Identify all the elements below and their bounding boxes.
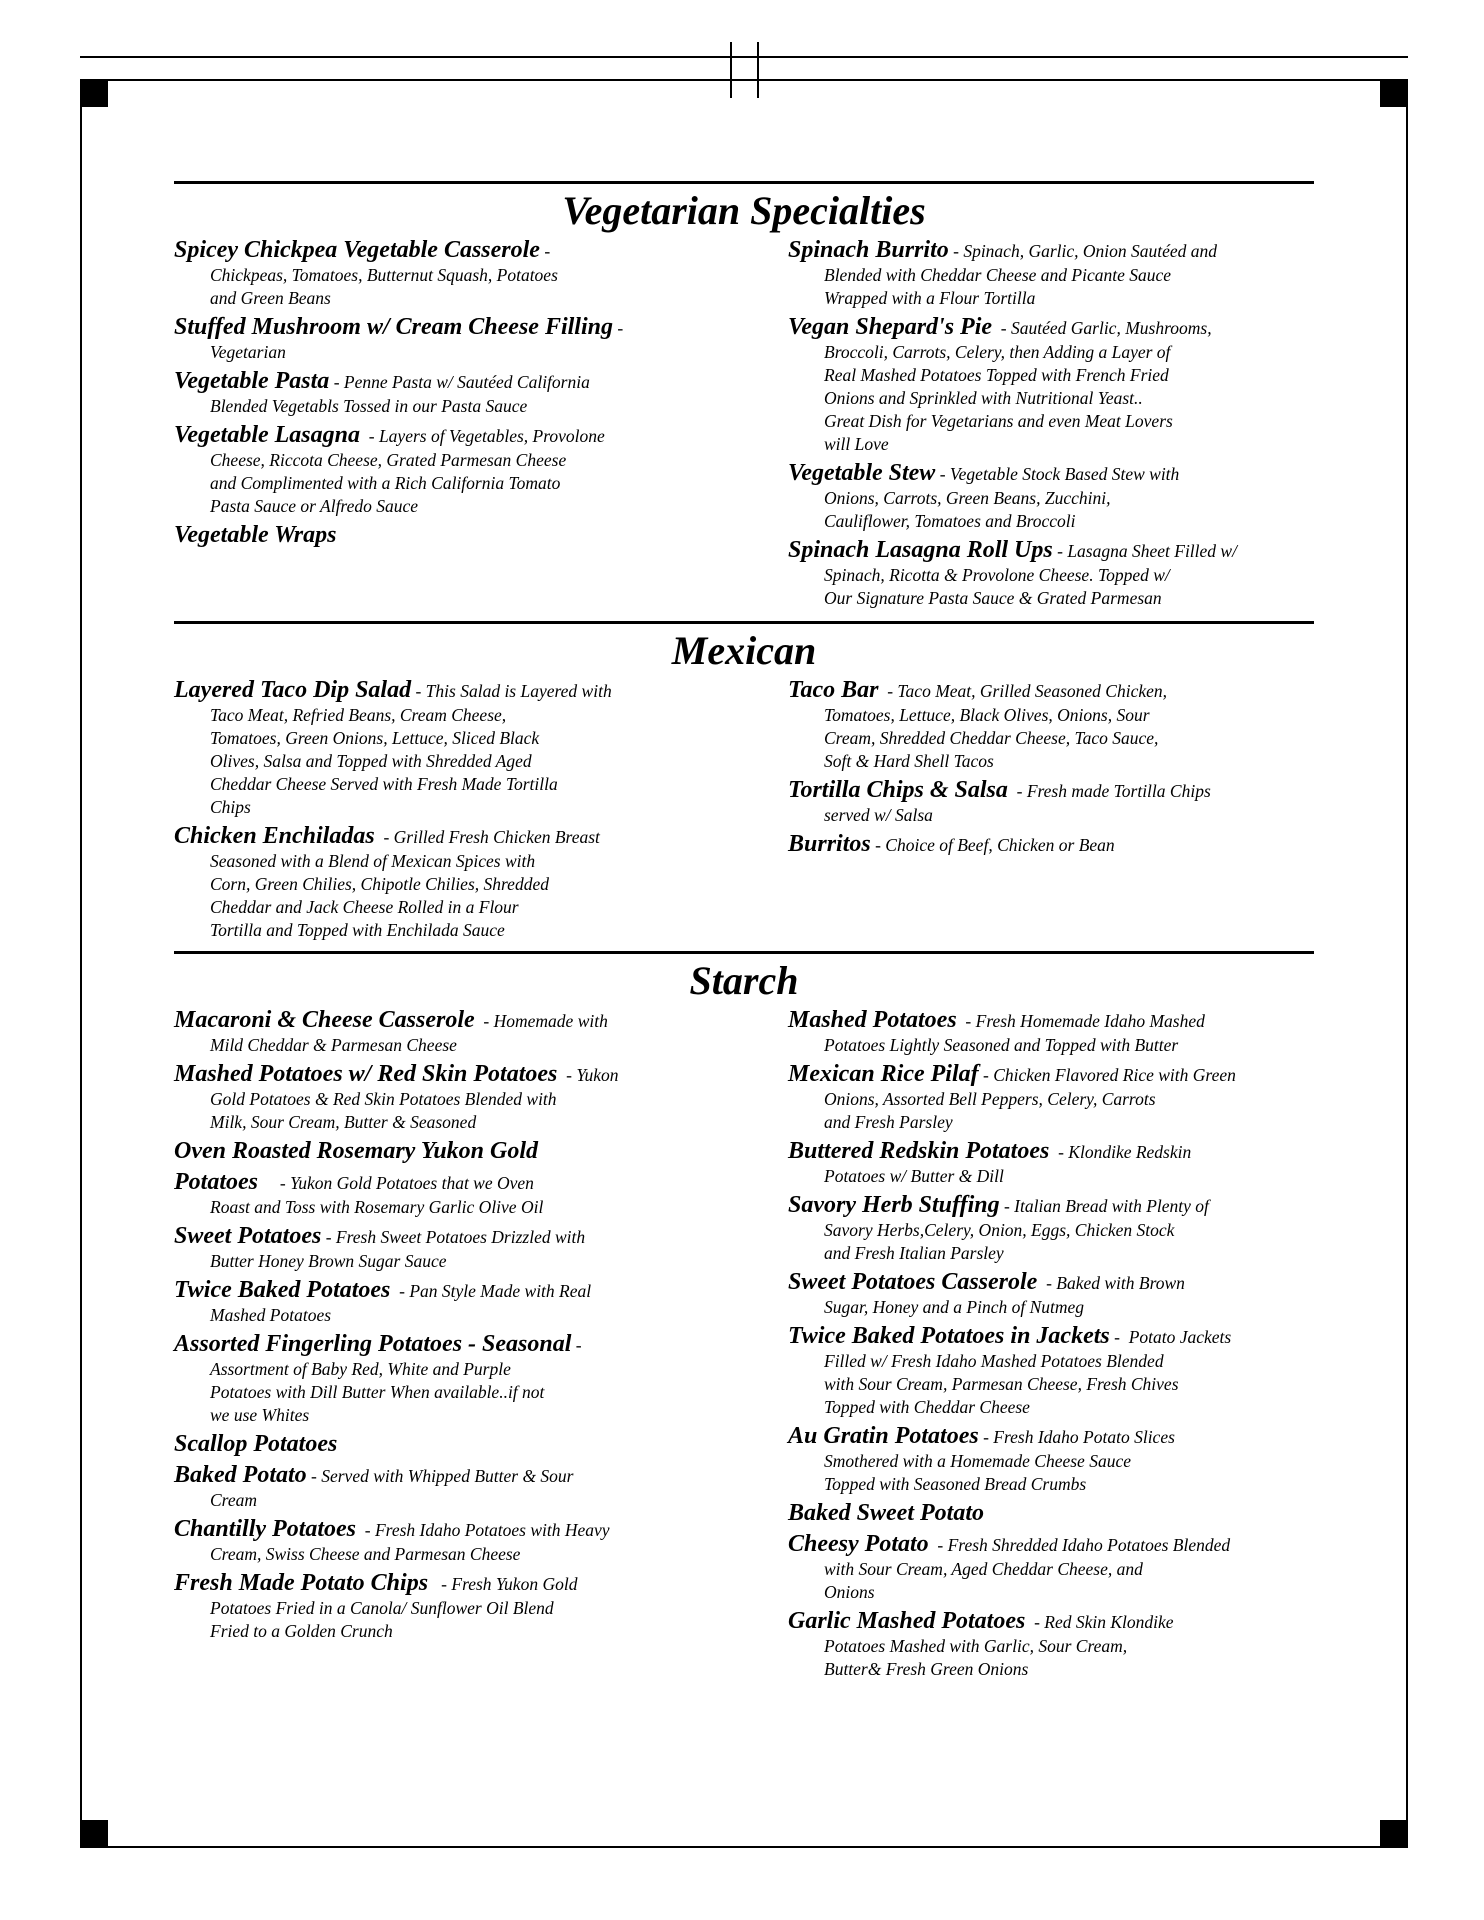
menu-item	[174, 522, 694, 549]
menu-item-description-line: Great Dish for Vegetarians and even Meat Lovers	[824, 411, 1173, 431]
menu-item-separator: -	[1025, 1612, 1045, 1632]
vegetarian-left-column	[174, 237, 694, 553]
menu-item-name: Vegetable Stew	[788, 460, 936, 486]
menu-item-name: Twice Baked Potatoes in Jackets	[788, 1323, 1110, 1349]
menu-item-description-line: we use Whites	[210, 1405, 310, 1425]
menu-item-name: Vegetable Pasta	[174, 368, 330, 394]
menu-item	[174, 1223, 694, 1273]
menu-item-name: Baked Sweet Potato	[788, 1500, 984, 1526]
menu-item	[174, 1138, 694, 1165]
menu-item-description: Fresh Idaho Potatoes with Heavy	[374, 1520, 610, 1540]
menu-item-description-line: Chickpeas, Tomatoes, Butternut Squash, Potatoes	[210, 265, 558, 285]
menu-item-separator: -	[978, 1065, 994, 1085]
menu-item-name: Twice Baked Potatoes	[174, 1277, 391, 1303]
menu-item-name: Spinach Lasagna Roll Ups	[788, 537, 1053, 563]
menu-item-name: Assorted Fingerling Potatoes - Seasonal	[174, 1331, 572, 1357]
menu-item	[788, 1323, 1308, 1419]
menu-item-description: Homemade with	[493, 1011, 608, 1031]
menu-item-name: Oven Roasted Rosemary Yukon Gold	[174, 1138, 539, 1164]
menu-item-description: Fresh Homemade Idaho Mashed	[975, 1011, 1205, 1031]
menu-item	[788, 1500, 1308, 1527]
menu-item-description-line: and Green Beans	[210, 288, 331, 308]
mexican-rule	[174, 621, 1314, 624]
menu-item	[788, 1138, 1308, 1188]
menu-item-description: Chicken Flavored Rice with Green	[993, 1065, 1236, 1085]
menu-item	[788, 1061, 1308, 1134]
menu-item	[788, 831, 1308, 858]
menu-item-description-line: Mild Cheddar & Parmesan Cheese	[210, 1035, 457, 1055]
menu-item-description: Grilled Fresh Chicken Breast	[393, 827, 600, 847]
menu-item-separator: -	[999, 1196, 1015, 1216]
corner-mark-top-right	[1380, 79, 1408, 107]
menu-item-description: Klondike Redskin	[1068, 1142, 1192, 1162]
menu-item-description-line: Gold Potatoes & Red Skin Potatoes Blended with	[210, 1089, 557, 1109]
menu-item-name: Mexican Rice Pilaf	[788, 1061, 979, 1087]
menu-item-description: Layers of Vegetables, Provolone	[378, 426, 605, 446]
menu-item-description: Fresh Idaho Potato Slices	[993, 1427, 1175, 1447]
menu-item-separator: -	[870, 835, 886, 855]
menu-item-separator: -	[258, 1173, 291, 1193]
menu-item-separator: -	[411, 681, 426, 701]
menu-item-description-line: Wrapped with a Flour Tortilla	[824, 288, 1036, 308]
menu-item-description-line: Onions and Sprinkled with Nutritional Yeast..	[824, 388, 1143, 408]
menu-item-description-line: Real Mashed Potatoes Topped with French Fried	[824, 365, 1169, 385]
menu-item-description-line: Topped with Seasoned Bread Crumbs	[824, 1474, 1087, 1494]
vegetarian-title: Vegetarian Specialties	[562, 188, 926, 233]
menu-item-name: Chantilly Potatoes	[174, 1516, 357, 1542]
menu-item-separator: -	[557, 1065, 577, 1085]
menu-item	[174, 1570, 694, 1643]
menu-item-description: Baked with Brown	[1056, 1273, 1185, 1293]
menu-item-separator: -	[356, 1520, 375, 1540]
menu-item-description-line: Blended with Cheddar Cheese and Picante Sauce	[824, 265, 1172, 285]
menu-item	[174, 237, 694, 310]
menu-item-separator: -	[978, 1427, 994, 1447]
menu-item-description: Potato Jackets	[1128, 1327, 1232, 1347]
menu-item-description: Yukon Gold Potatoes that we Oven	[290, 1173, 534, 1193]
center-tick-left	[730, 42, 732, 98]
menu-item-description: Fresh Yukon Gold	[451, 1574, 578, 1594]
menu-item-description-line: and Fresh Italian Parsley	[824, 1243, 1004, 1263]
frame-left	[80, 79, 82, 1848]
menu-item-description-line: Our Signature Pasta Sauce & Grated Parmesan	[824, 588, 1162, 608]
menu-item-separator: -	[612, 318, 624, 338]
menu-item-description: Pan Style Made with Real	[409, 1281, 592, 1301]
menu-item-description-line: Soft & Hard Shell Tacos	[824, 751, 994, 771]
menu-item	[788, 1608, 1308, 1681]
menu-item-separator: -	[428, 1574, 452, 1594]
menu-item-description: Sautéed Garlic, Mushrooms,	[1010, 318, 1212, 338]
menu-item	[788, 1423, 1308, 1496]
menu-item-description-line: and Fresh Parsley	[824, 1112, 953, 1132]
menu-item	[788, 460, 1308, 533]
menu-item-description-line: Tomatoes, Green Onions, Lettuce, Sliced Black	[210, 728, 540, 748]
menu-item	[174, 1169, 694, 1219]
menu-item-name: Savory Herb Stuffing	[788, 1192, 1000, 1218]
menu-item-description: Italian Bread with Plenty of	[1014, 1196, 1209, 1216]
menu-item-description-line: Savory Herbs,Celery, Onion, Eggs, Chicken Stock	[824, 1220, 1175, 1240]
menu-item-name: Mashed Potatoes w/ Red Skin Potatoes	[174, 1061, 558, 1087]
menu-item-description-line: Olives, Salsa and Topped with Shredded Aged	[210, 751, 532, 771]
menu-item-name: Taco Bar	[788, 677, 879, 703]
menu-item-description-line: with Sour Cream, Aged Cheddar Cheese, and	[824, 1559, 1143, 1579]
menu-item-description-line: Potatoes Fried in a Canola/ Sunflower Oil Blend	[210, 1598, 554, 1618]
menu-item	[788, 537, 1308, 610]
menu-item-name: Chicken Enchiladas	[174, 823, 375, 849]
menu-item	[788, 677, 1308, 773]
menu-item-name: Mashed Potatoes	[788, 1007, 957, 1033]
menu-item-separator: -	[306, 1466, 322, 1486]
menu-item-description: Lasagna Sheet Filled w/	[1067, 541, 1237, 561]
menu-item-description-line: Seasoned with a Blend of Mexican Spices with	[210, 851, 536, 871]
menu-item-separator: -	[928, 1535, 948, 1555]
menu-item-name: Vegetable Lasagna	[174, 422, 360, 448]
menu-item	[788, 1192, 1308, 1265]
menu-item	[174, 1277, 694, 1327]
starch-rule	[174, 951, 1314, 954]
menu-item-description: This Salad is Layered with	[425, 681, 612, 701]
menu-item-description-line: will Love	[824, 434, 889, 454]
menu-item-separator: -	[474, 1011, 494, 1031]
menu-item-description-line: Potatoes w/ Butter & Dill	[824, 1166, 1004, 1186]
starch-title: Starch	[689, 958, 799, 1003]
menu-item-description-line: Cheddar Cheese Served with Fresh Made Tortilla	[210, 774, 558, 794]
menu-item-separator: -	[1049, 1142, 1069, 1162]
corner-mark-bottom-right	[1380, 1820, 1408, 1848]
menu-item-description-line: Chips	[210, 797, 251, 817]
menu-item-name: Potatoes	[174, 1169, 258, 1195]
menu-item-description-line: Cream, Swiss Cheese and Parmesan Cheese	[210, 1544, 521, 1564]
center-tick-right	[757, 42, 759, 98]
menu-item-separator: -	[360, 426, 379, 446]
menu-item-name: Vegetable Wraps	[174, 522, 337, 548]
menu-item	[174, 1061, 694, 1134]
menu-item-description-line: Sugar, Honey and a Pinch of Nutmeg	[824, 1297, 1085, 1317]
menu-item-description-line: Vegetarian	[210, 342, 286, 362]
menu-item-separator: -	[935, 464, 950, 484]
menu-item-description-line: Cheddar and Jack Cheese Rolled in a Flour	[210, 897, 519, 917]
menu-item-name: Burritos	[788, 831, 871, 857]
menu-item-description: Served with Whipped Butter & Sour	[321, 1466, 574, 1486]
menu-item-description-line: Tomatoes, Lettuce, Black Olives, Onions, Sour	[824, 705, 1150, 725]
frame-bottom	[80, 1846, 1408, 1848]
menu-item-name: Au Gratin Potatoes	[788, 1423, 979, 1449]
menu-item-separator: -	[321, 1227, 336, 1247]
menu-item-description-line: Cream	[210, 1490, 257, 1510]
top-rule	[80, 56, 1408, 58]
menu-item	[788, 1531, 1308, 1604]
menu-item-name: Layered Taco Dip Salad	[174, 677, 412, 703]
menu-item-name: Spinach Burrito	[788, 237, 949, 263]
starch-right-column	[788, 1007, 1308, 1685]
menu-item-description-line: Broccoli, Carrots, Celery, then Adding a Layer of	[824, 342, 1171, 362]
menu-item-description-line: Tortilla and Topped with Enchilada Sauce	[210, 920, 505, 940]
menu-item-description: Yukon	[576, 1065, 619, 1085]
menu-item-description: Taco Meat, Grilled Seasoned Chicken,	[897, 681, 1168, 701]
menu-item-description-line: Cauliflower, Tomatoes and Broccoli	[824, 511, 1076, 531]
menu-item-separator: -	[878, 681, 898, 701]
menu-item-description: Spinach, Garlic, Onion Sautéed and	[963, 241, 1218, 261]
menu-item-separator: -	[956, 1011, 976, 1031]
menu-item-description: Vegetable Stock Based Stew with	[949, 464, 1180, 484]
menu-item-separator: -	[948, 241, 964, 261]
menu-item	[788, 1269, 1308, 1319]
menu-item-description: Fresh made Tortilla Chips	[1026, 781, 1211, 801]
menu-item-separator: -	[374, 827, 394, 847]
menu-item-separator: -	[571, 1335, 582, 1355]
menu-item	[174, 1007, 694, 1057]
menu-item-description-line: Butter& Fresh Green Onions	[824, 1659, 1029, 1679]
menu-item-separator: -	[1109, 1327, 1129, 1347]
menu-item-description-line: Taco Meat, Refried Beans, Cream Cheese,	[210, 705, 507, 725]
menu-item-description: Fresh Shredded Idaho Potatoes Blended	[947, 1535, 1231, 1555]
menu-item-name: Buttered Redskin Potatoes	[788, 1138, 1050, 1164]
menu-item	[174, 314, 694, 364]
menu-item-description-line: Onions, Carrots, Green Beans, Zucchini,	[824, 488, 1111, 508]
vegetarian-right-column	[788, 237, 1308, 614]
menu-item-description-line: Blended Vegetabls Tossed in our Pasta Sauce	[210, 396, 528, 416]
menu-item	[174, 1462, 694, 1512]
menu-item-description-line: Potatoes with Dill Butter When available..if not	[210, 1382, 545, 1402]
menu-item-name: Spicey Chickpea Vegetable Casserole	[174, 237, 540, 263]
menu-item-description: Red Skin Klondike	[1044, 1612, 1174, 1632]
menu-item-separator: -	[329, 372, 344, 392]
mexican-title: Mexican	[671, 628, 817, 673]
menu-item-separator: -	[992, 318, 1011, 338]
menu-item-name: Sweet Potatoes Casserole	[788, 1269, 1038, 1295]
corner-mark-top-left	[80, 79, 108, 107]
menu-item-description-line: Roast and Toss with Rosemary Garlic Olive Oil	[210, 1197, 544, 1217]
menu-item-separator: -	[539, 241, 551, 261]
corner-mark-bottom-left	[80, 1820, 108, 1848]
menu-item-name: Fresh Made Potato Chips	[174, 1570, 429, 1596]
mexican-right-column	[788, 677, 1308, 862]
menu-item	[174, 1331, 694, 1427]
menu-item-name: Sweet Potatoes	[174, 1223, 322, 1249]
menu-item-description-line: Cheese, Riccota Cheese, Grated Parmesan Cheese	[210, 450, 567, 470]
frame-right	[1406, 79, 1408, 1848]
menu-item-description: Fresh Sweet Potatoes Drizzled with	[335, 1227, 586, 1247]
menu-item-separator: -	[1007, 781, 1027, 801]
menu-item	[788, 1007, 1308, 1057]
mexican-left-column	[174, 677, 694, 946]
menu-item-description-line: Fried to a Golden Crunch	[210, 1621, 393, 1641]
menu-item	[174, 823, 694, 942]
menu-item-description: Choice of Beef, Chicken or Bean	[885, 835, 1115, 855]
vegetarian-rule	[174, 181, 1314, 184]
menu-item-name: Tortilla Chips & Salsa	[788, 777, 1008, 803]
menu-item-description-line: Smothered with a Homemade Cheese Sauce	[824, 1451, 1131, 1471]
menu-item-description-line: Onions, Assorted Bell Peppers, Celery, Carrots	[824, 1089, 1156, 1109]
menu-item	[174, 1431, 694, 1458]
menu-item	[788, 237, 1308, 310]
menu-item-description-line: Cream, Shredded Cheddar Cheese, Taco Sauce,	[824, 728, 1159, 748]
menu-item-name: Stuffed Mushroom w/ Cream Cheese Filling	[174, 314, 613, 340]
frame-top	[80, 79, 1408, 81]
menu-item	[174, 1516, 694, 1566]
menu-item-separator: -	[1052, 541, 1068, 561]
menu-item-name: Baked Potato	[174, 1462, 307, 1488]
menu-item	[788, 777, 1308, 827]
menu-item-description-line: Onions	[824, 1582, 875, 1602]
menu-item-description-line: Milk, Sour Cream, Butter & Seasoned	[210, 1112, 477, 1132]
menu-item-description-line: served w/ Salsa	[824, 805, 933, 825]
menu-item	[174, 677, 694, 819]
menu-item-description-line: Topped with Cheddar Cheese	[824, 1397, 1030, 1417]
menu-item-description-line: Potatoes Mashed with Garlic, Sour Cream,	[824, 1636, 1128, 1656]
menu-item-description-line: Spinach, Ricotta & Provolone Cheese. Topped w/	[824, 565, 1170, 585]
menu-item-description: Penne Pasta w/ Sautéed California	[343, 372, 590, 392]
menu-item-description-line: Mashed Potatoes	[210, 1305, 332, 1325]
menu-item-name: Macaroni & Cheese Casserole	[174, 1007, 475, 1033]
menu-item-description-line: with Sour Cream, Parmesan Cheese, Fresh Chives	[824, 1374, 1179, 1394]
menu-item-name: Garlic Mashed Potatoes	[788, 1608, 1026, 1634]
starch-left-column	[174, 1007, 694, 1647]
menu-item-separator: -	[390, 1281, 410, 1301]
menu-item-name: Vegan Shepard's Pie	[788, 314, 993, 340]
menu-item	[788, 314, 1308, 456]
menu-item-description-line: Pasta Sauce or Alfredo Sauce	[210, 496, 419, 516]
menu-item-description-line: and Complimented with a Rich California Tomato	[210, 473, 561, 493]
menu-item-description-line: Assortment of Baby Red, White and Purple	[210, 1359, 511, 1379]
menu-item	[174, 422, 694, 518]
menu-item-description-line: Potatoes Lightly Seasoned and Topped with Butter	[824, 1035, 1179, 1055]
menu-item	[174, 368, 694, 418]
menu-item-name: Scallop Potatoes	[174, 1431, 338, 1457]
menu-item-description-line: Butter Honey Brown Sugar Sauce	[210, 1251, 447, 1271]
menu-item-separator: -	[1037, 1273, 1057, 1293]
menu-item-name: Cheesy Potato	[788, 1531, 929, 1557]
menu-item-description-line: Corn, Green Chilies, Chipotle Chilies, Shredded	[210, 874, 549, 894]
menu-item-description-line: Filled w/ Fresh Idaho Mashed Potatoes Blended	[824, 1351, 1164, 1371]
